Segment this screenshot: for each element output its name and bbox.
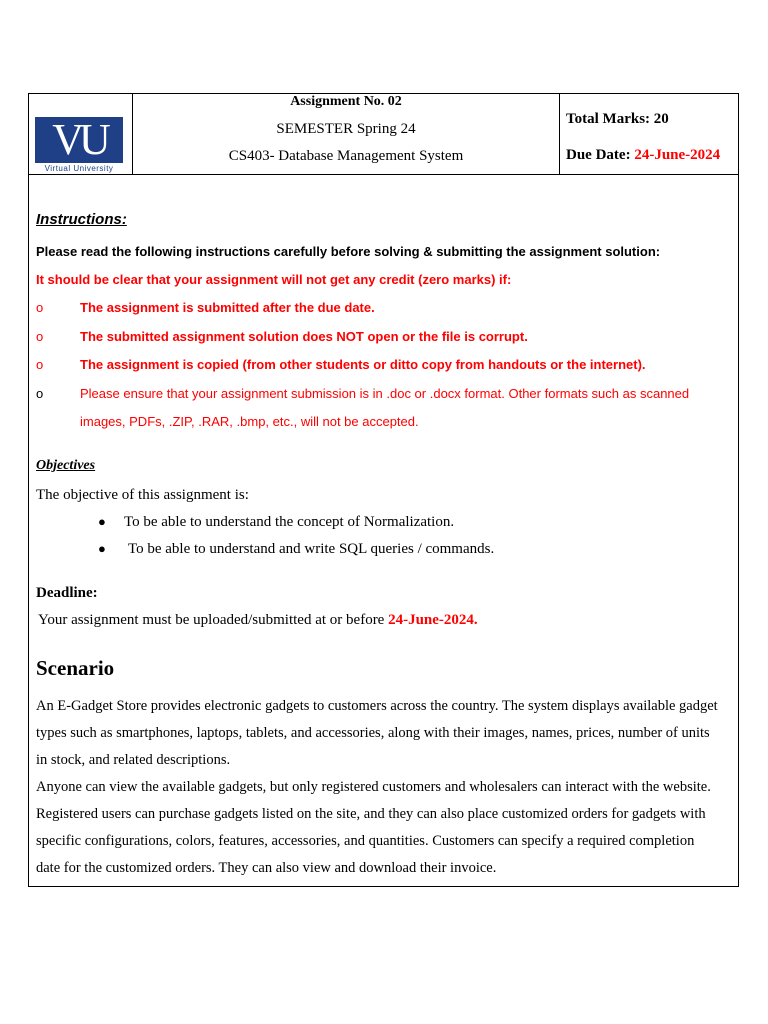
scenario-line: Registered users can purchase gadgets listed on the site, and they can also place customized orders for gadgets with: [36, 806, 706, 822]
scenario-heading: Scenario: [36, 656, 115, 680]
due-date: [566, 147, 720, 164]
scenario-line: types such as smartphones, laptops, tablets, and accessories, along with their images, names, prices, number of units: [36, 725, 710, 741]
instructions-warning: It should be clear that your assignment will not get any credit (zero marks) if:: [36, 272, 512, 287]
objective-item: To be able to understand the concept of Normalization.: [124, 514, 455, 530]
deadline-date: 24-June-2024.: [388, 612, 478, 628]
scenario-line: specific configurations, colors, features, accessories, and quantities. Customers can specify a required completion: [36, 833, 695, 849]
total-marks: Total Marks: 20: [566, 111, 669, 127]
instruction-item: The assignment is copied (from other students or ditto copy from handouts or the internet).: [80, 357, 646, 372]
vu-logo-subtitle: Virtual University: [44, 164, 114, 173]
instruction-item-continued: images, PDFs, .ZIP, .RAR, .bmp, etc., will not be accepted.: [80, 414, 419, 429]
instructions-heading: Instructions:: [36, 211, 127, 228]
scenario-line: Anyone can view the available gadgets, but only registered customers and wholesalers can interact with the website.: [36, 779, 711, 795]
deadline-heading: Deadline:: [36, 585, 98, 601]
header-table: [28, 93, 739, 175]
vu-logo: [35, 117, 123, 175]
bullet-icon: o: [36, 357, 44, 372]
bullet-dot-icon: ●: [98, 514, 106, 529]
deadline-sentence: Your assignment must be uploaded/submitted at or before: [38, 612, 389, 628]
instruction-item: Please ensure that your assignment submission is in .doc or .docx format. Other formats such as scanned: [80, 386, 690, 401]
assignment-number: Assignment No. 02: [290, 94, 402, 109]
due-date-label: Due Date:: [566, 147, 635, 163]
semester-label: SEMESTER Spring 24: [276, 121, 416, 137]
vu-logo-box: [35, 117, 123, 163]
objectives-intro: The objective of this assignment is:: [36, 487, 249, 503]
vu-logo-text: VU: [52, 115, 106, 164]
bullet-icon: o: [36, 386, 44, 401]
scenario-line: date for the customized orders. They can also view and download their invoice.: [36, 860, 497, 876]
deadline-text: [38, 612, 478, 629]
scenario-line: in stock, and related descriptions.: [36, 752, 231, 768]
instruction-item: The assignment is submitted after the due date.: [80, 300, 375, 315]
bullet-dot-icon: ●: [98, 541, 106, 556]
bullet-icon: o: [36, 300, 44, 315]
due-date-value: 24-June-2024: [634, 147, 721, 163]
scenario-line: An E-Gadget Store provides electronic gadgets to customers across the country. The system displays available gadget: [36, 698, 718, 714]
objectives-heading: Objectives: [36, 458, 96, 473]
objective-item: To be able to understand and write SQL queries / commands.: [128, 541, 495, 557]
instructions-intro: Please read the following instructions carefully before solving & submitting the assignment solution:: [36, 244, 661, 259]
instruction-item: The submitted assignment solution does NOT open or the file is corrupt.: [80, 329, 528, 344]
bullet-icon: o: [36, 329, 44, 344]
course-title: CS403- Database Management System: [228, 148, 464, 164]
header-divider-right: [559, 94, 560, 174]
